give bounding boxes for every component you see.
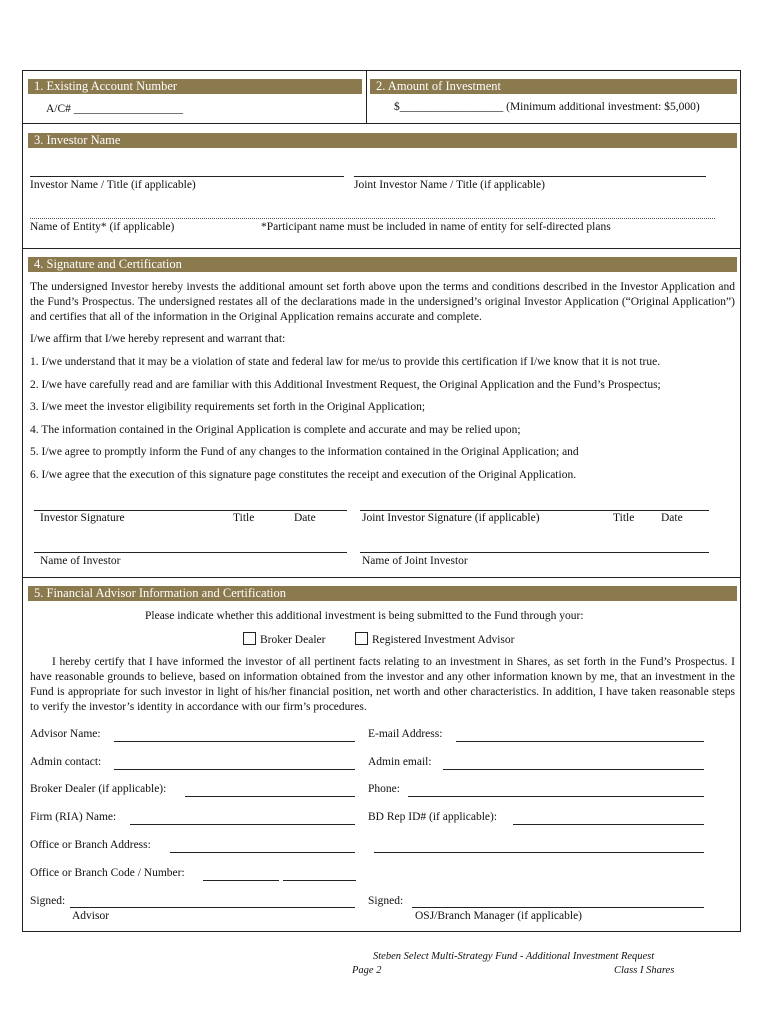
admin-contact-label: Admin contact: (30, 756, 102, 768)
entity-name-label: Name of Entity* (if applicable) (30, 221, 175, 233)
name-of-joint-label: Name of Joint Investor (362, 555, 468, 567)
affirmation-item: 3. I/we meet the investor eligibility requirements set forth in the Original Application; (30, 401, 426, 413)
affirmation-item: 2. I/we have carefully read and are familiar with this Additional Investment Request, the Original Application and the Fund’s Prospectus; (30, 379, 661, 391)
broker-dealer-label: Broker Dealer (260, 634, 326, 646)
footer-fund-title: Steben Select Multi-Strategy Fund - Additional Investment Request (373, 951, 655, 962)
affirmation-item: 1. I/we understand that it may be a violation of state and federal law for me/us to provide this certification if I/we know that it is not true. (30, 356, 661, 368)
office-code-field[interactable] (203, 880, 279, 881)
ria-label: Registered Investment Advisor (372, 634, 515, 646)
joint-title-label: Title (613, 512, 635, 524)
investor-name-line[interactable] (30, 176, 344, 177)
divider (22, 248, 741, 249)
account-number-field[interactable]: A/C# ___________________ (46, 103, 184, 115)
advisor-caption: Advisor (72, 910, 110, 922)
affirm-text: I/we affirm that I/we hereby represent and warrant that: (30, 333, 286, 345)
advisor-certification-text: I hereby certify that I have informed the investor of all pertinent facts relating to an investment in Shares, as set forth in the Fund’s Prospectus. I have reasonable grounds to believe, based on information obtained from the investor and any other information known by me, that an investment in the Fund is appropriate for such investor in light of his/her financial position, net worth and other characteristics. In addition, I have taken reasonable steps to verify the investor’s identity in accordance with our firm’s procedures. (30, 656, 735, 713)
email-field[interactable] (456, 741, 704, 742)
broker-dealer-name-label: Broker Dealer (if applicable): (30, 783, 167, 795)
divider (22, 123, 741, 124)
section-3-header: 3. Investor Name (28, 133, 737, 148)
entity-name-line[interactable] (30, 218, 715, 219)
channel-prompt: Please indicate whether this additional investment is being submitted to the Fund through your: (145, 610, 584, 622)
office-address-field[interactable] (170, 852, 355, 853)
admin-email-field[interactable] (443, 769, 704, 770)
firm-name-label: Firm (RIA) Name: (30, 811, 117, 823)
investor-name-sign-line[interactable] (34, 552, 347, 553)
joint-name-sign-line[interactable] (360, 552, 709, 553)
signed-right-label: Signed: (368, 895, 404, 907)
joint-signature-line[interactable] (360, 510, 709, 511)
phone-label: Phone: (368, 783, 400, 795)
investor-title-label: Title (233, 512, 255, 524)
office-number-field[interactable] (283, 880, 356, 881)
osj-caption: OSJ/Branch Manager (if applicable) (415, 910, 583, 922)
divider (366, 71, 367, 123)
affirmation-item: 6. I/we agree that the execution of this signature page constitutes the receipt and execution of the Original Application. (30, 469, 577, 481)
section-5-header: 5. Financial Advisor Information and Certification (28, 586, 737, 601)
section-2-header: 2. Amount of Investment (370, 79, 737, 94)
ria-checkbox[interactable] (355, 632, 368, 645)
email-label: E-mail Address: (368, 728, 443, 740)
office-address-label: Office or Branch Address: (30, 839, 151, 851)
certification-intro: The undersigned Investor hereby invests the additional amount set forth above upon the terms and conditions described in the Investor Application and the Fund’s Prospectus. The undersigned restates all of the declarations made in the undersigned’s original Investor Application (“Original Application”) and certifies that all of the information in the Original Application remains accurate and complete. (30, 281, 735, 323)
phone-field[interactable] (408, 796, 704, 797)
investment-amount-field[interactable]: $__________________ (Minimum additional investment: $5,000) (394, 101, 700, 113)
ria-option[interactable] (355, 632, 514, 646)
advisor-name-field[interactable] (114, 741, 355, 742)
affirmation-item: 4. The information contained in the Original Application is complete and accurate and may be relied upon; (30, 424, 521, 436)
joint-name-label: Joint Investor Name / Title (if applicable) (354, 179, 545, 191)
section-1-header: 1. Existing Account Number (28, 79, 362, 94)
name-of-investor-label: Name of Investor (40, 555, 121, 567)
affirmation-item: 5. I/we agree to promptly inform the Fund of any changes to the information contained in the Original Application; and (30, 446, 579, 458)
investor-signature-line[interactable] (34, 510, 347, 511)
admin-contact-field[interactable] (114, 769, 355, 770)
admin-email-label: Admin email: (368, 756, 432, 768)
office-code-label: Office or Branch Code / Number: (30, 867, 185, 879)
form-frame (22, 70, 741, 932)
broker-dealer-checkbox[interactable] (243, 632, 256, 645)
office-address-field-2[interactable] (374, 852, 704, 853)
joint-name-line[interactable] (354, 176, 706, 177)
broker-dealer-option[interactable] (243, 632, 325, 646)
investor-signature-label: Investor Signature (40, 512, 125, 524)
firm-name-field[interactable] (130, 824, 355, 825)
footer-share-class: Class I Shares (614, 965, 675, 976)
footer-page-number: Page 2 (352, 965, 382, 976)
osj-signature-field[interactable] (412, 907, 704, 908)
signed-left-label: Signed: (30, 895, 66, 907)
advisor-signature-field[interactable] (70, 907, 355, 908)
investor-date-label: Date (294, 512, 316, 524)
advisor-name-label: Advisor Name: (30, 728, 101, 740)
joint-date-label: Date (661, 512, 683, 524)
bd-rep-id-label: BD Rep ID# (if applicable): (368, 811, 498, 823)
bd-rep-id-field[interactable] (513, 824, 704, 825)
joint-signature-label: Joint Investor Signature (if applicable) (362, 512, 540, 524)
broker-dealer-name-field[interactable] (185, 796, 355, 797)
investor-name-label: Investor Name / Title (if applicable) (30, 179, 196, 191)
participant-note: *Participant name must be included in name of entity for self-directed plans (261, 221, 611, 233)
divider (22, 577, 741, 578)
section-4-header: 4. Signature and Certification (28, 257, 737, 272)
